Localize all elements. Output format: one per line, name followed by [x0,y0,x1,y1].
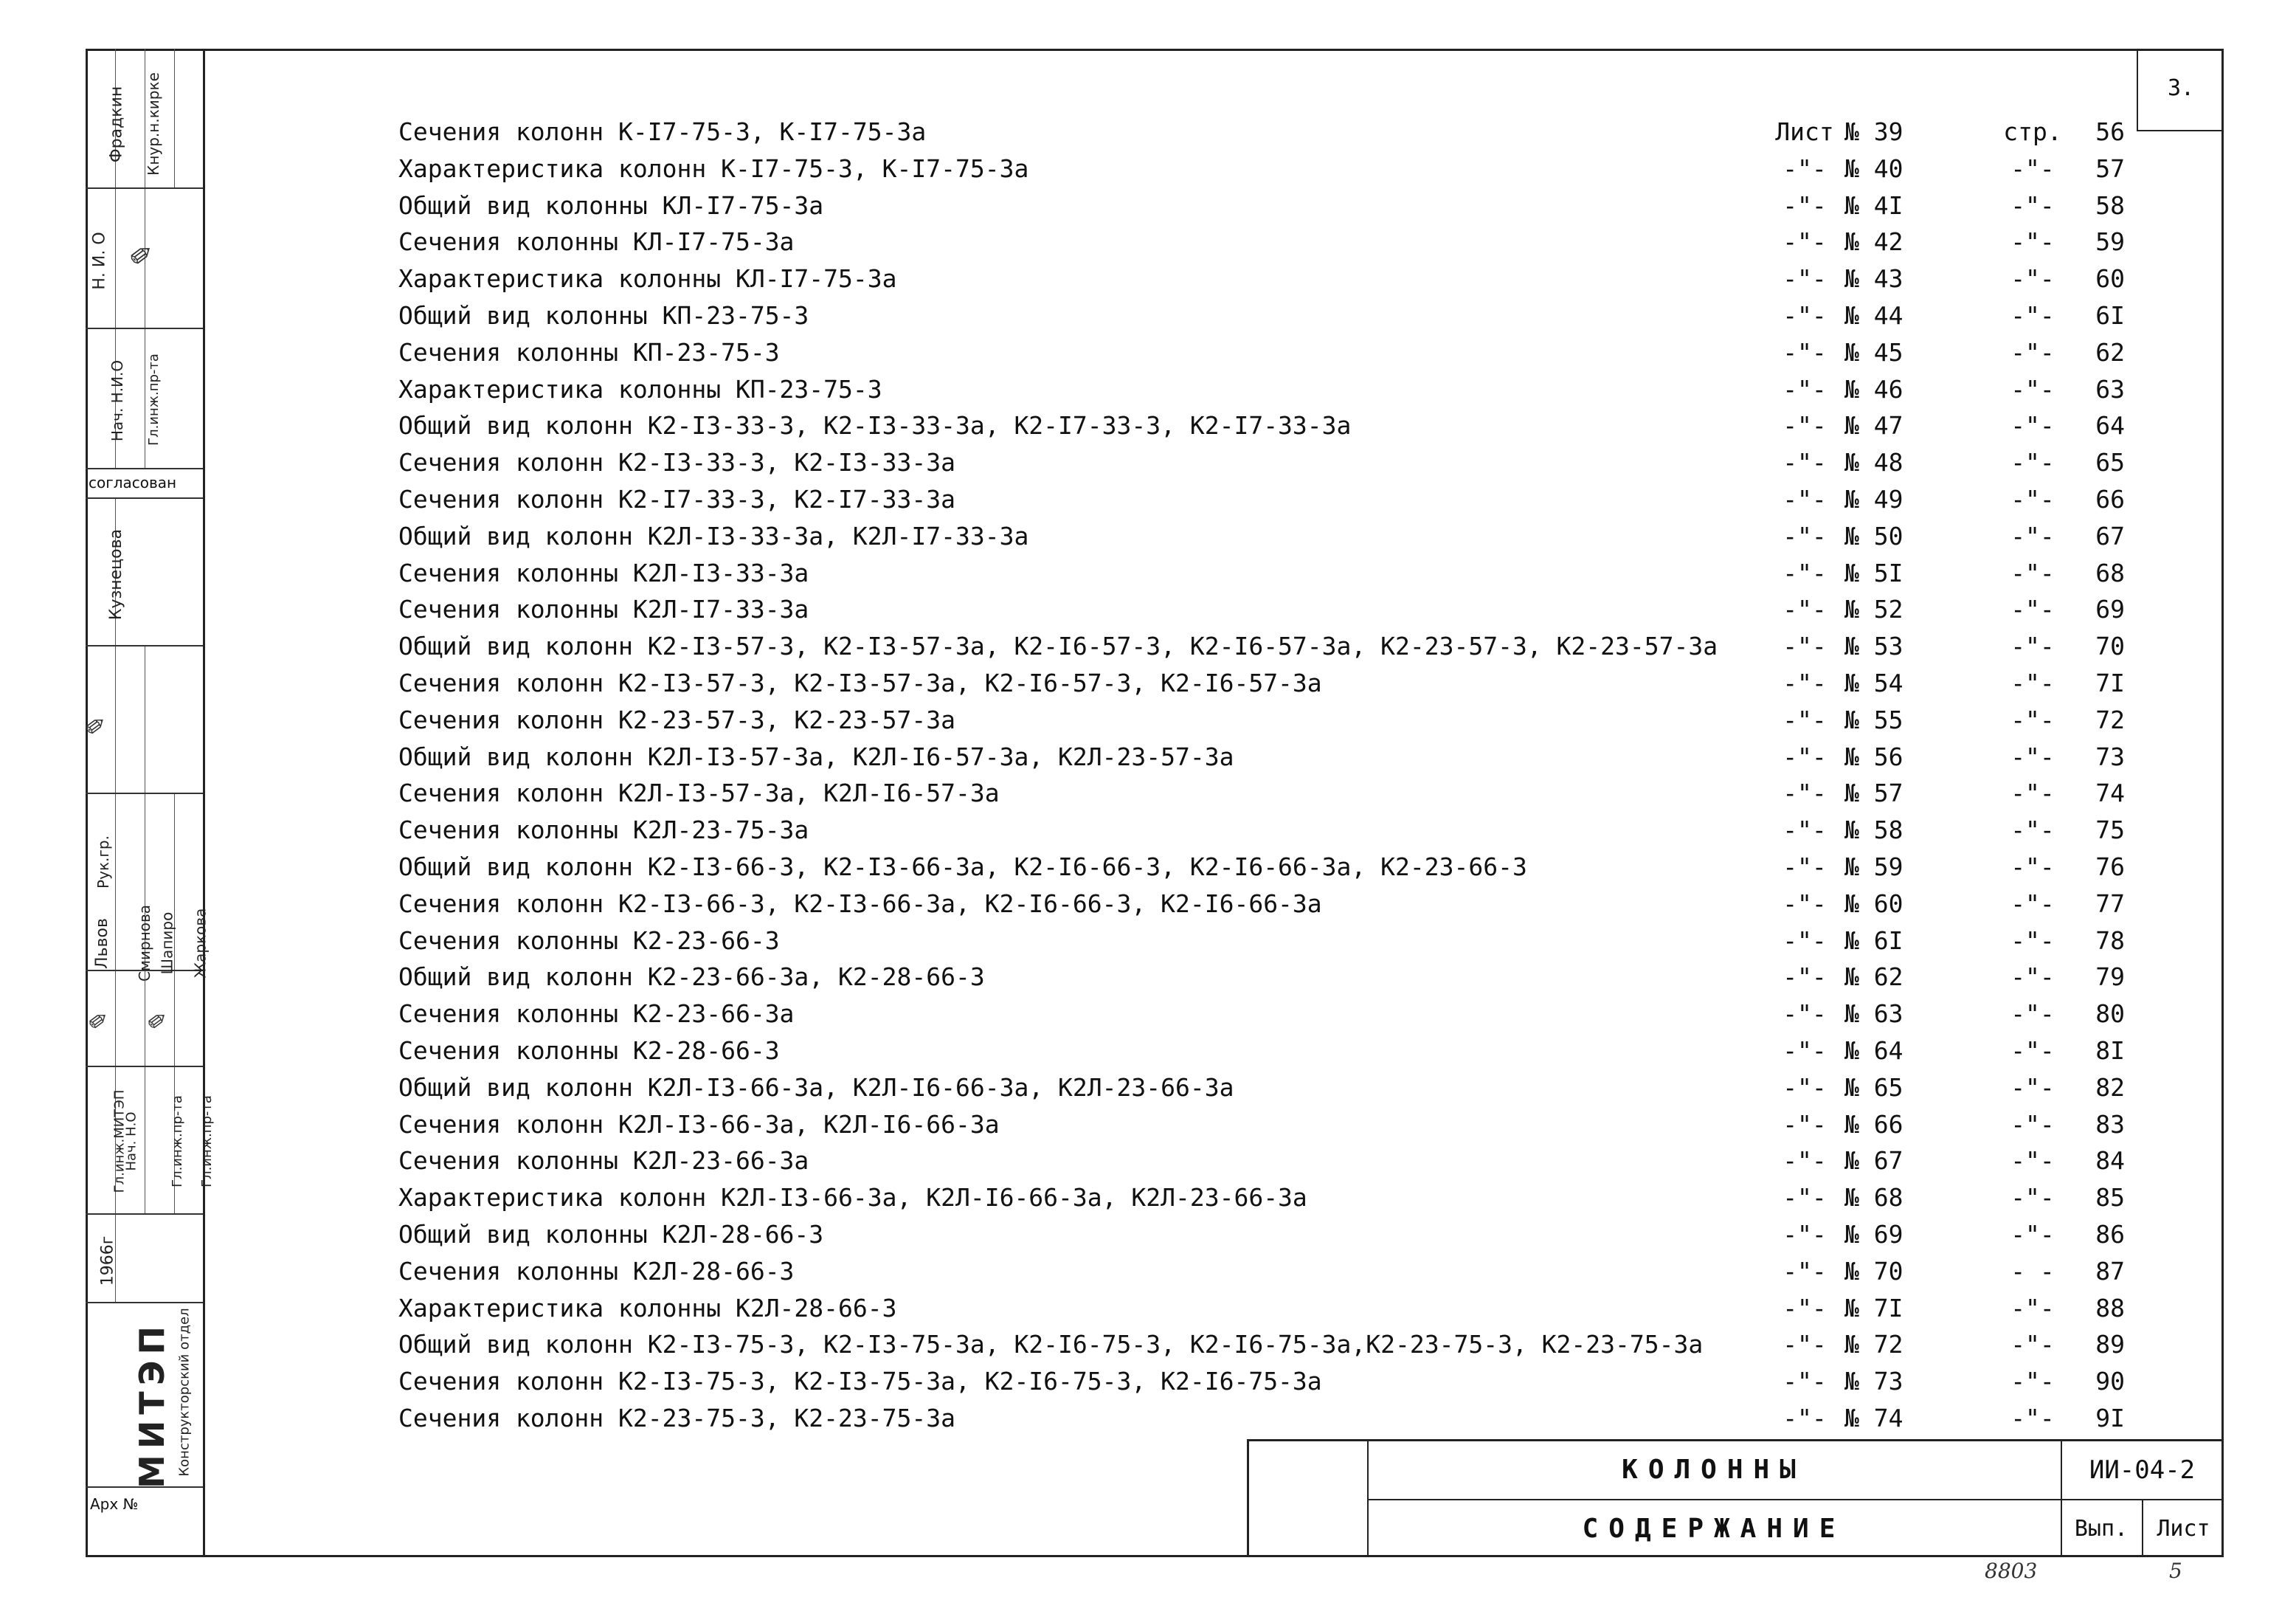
strip-name: Фрадкин [107,86,126,163]
row-page-number: 62 [2095,337,2125,367]
row-ditto-page: -"- [2010,705,2055,734]
row-ditto-page: -"- [2010,852,2055,881]
row-page-number: 8I [2095,1036,2125,1065]
row-page-number: 57 [2095,154,2125,183]
row-title: Общий вид колонны К2Л-28-66-3 [398,1220,824,1249]
row-ditto-sheet: -"- [1782,374,1827,404]
strip-name: Н. И. О [90,232,109,290]
row-ditto-sheet: -"- [1782,925,1827,955]
row-ditto-sheet: -"- [1782,632,1827,661]
row-ditto-page: -"- [2010,374,2055,404]
row-sheet-number: № 39 [1844,117,1903,146]
contents-row [0,1401,2296,1436]
row-title: Сечения колонны К2Л-I3-33-3а [398,558,809,587]
row-page-number: 59 [2095,227,2125,257]
row-title: Сечения колонн К2Л-I3-66-3а, К2Л-I6-66-3а [398,1109,1000,1139]
row-title: Сечения колонн К2-I3-75-3, К2-I3-75-3а, К2-I6-75-3, К2-I6-75-3а [398,1367,1322,1396]
contents-row [0,298,2296,334]
contents-row [0,1364,2296,1399]
row-sheet-number: № 49 [1844,485,1903,514]
row-ditto-page: -"- [2010,301,2055,330]
row-ditto-sheet: -"- [1782,595,1827,624]
row-sheet-number: № 48 [1844,448,1903,477]
row-page-number: 67 [2095,521,2125,551]
row-ditto-sheet: -"- [1782,521,1827,551]
row-ditto-sheet: -"- [1782,485,1827,514]
strip-date: 1966г [86,1215,203,1303]
row-ditto-page: -"- [2010,1404,2055,1432]
row-sheet-number: № 56 [1844,742,1903,771]
row-title: Сечения колонны К2Л-23-75-3а [398,815,809,845]
row-ditto-sheet: -"- [1782,1072,1827,1102]
row-title: Характеристика колонн К-I7-75-3, К-I7-75-3а [398,154,1029,183]
row-page-number: 79 [2095,962,2125,992]
row-ditto-sheet: -"- [1782,779,1827,808]
row-title: Сечения колонны К2Л-I7-33-3а [398,595,809,624]
row-sheet-number: № 43 [1844,264,1903,294]
row-sheet-number: № 70 [1844,1256,1903,1286]
row-ditto-page: -"- [2010,889,2055,918]
row-sheet-number: № 44 [1844,301,1903,330]
contents-row [0,335,2296,370]
row-title: Сечения колонн К2Л-I3-57-3а, К2Л-I6-57-3а [398,779,1000,808]
row-page-number: 68 [2095,558,2125,587]
row-ditto-sheet: -"- [1782,190,1827,220]
strip-name: Львов [92,918,111,969]
contents-row [0,556,2296,591]
row-page-number: 69 [2095,595,2125,624]
strip-archive: Арх № [90,1495,139,1513]
row-title: Характеристика колонны КЛ-I7-75-3а [398,264,897,294]
row-ditto-page: -"- [2010,1330,2055,1359]
row-page-number: 77 [2095,889,2125,918]
row-ditto-sheet: -"- [1782,1404,1827,1432]
row-ditto-sheet: -"- [1782,1256,1827,1286]
row-sheet-number: № 55 [1844,705,1903,734]
row-ditto-page: -"- [2010,669,2055,697]
contents-row [0,959,2296,995]
row-ditto-page: - - [2010,1256,2055,1286]
row-ditto-page: -"- [2010,1072,2055,1102]
row-ditto-sheet: Лист [1775,117,1834,146]
strip-role: Нач. Н.И.О [108,359,127,442]
row-sheet-number: № 59 [1844,852,1903,881]
row-ditto-page: -"- [2010,1146,2055,1176]
row-sheet-number: № 69 [1844,1220,1903,1249]
row-ditto-sheet: -"- [1782,301,1827,330]
row-page-number: 87 [2095,1256,2125,1286]
row-ditto-page: -"- [2010,1183,2055,1213]
row-sheet-number: № 52 [1844,595,1903,624]
org-name: МИТЭП [131,1320,172,1489]
strip-role: Рук.гр. [94,835,112,889]
row-ditto-sheet: -"- [1782,889,1827,918]
contents-row [0,1107,2296,1142]
row-ditto-page: -"- [2010,448,2055,477]
signature: ✎ [125,245,159,270]
contents-row [0,923,2296,959]
contents-row [0,188,2296,224]
contents-row [0,703,2296,738]
row-ditto-sheet: -"- [1782,1330,1827,1359]
row-ditto-sheet: -"- [1782,1036,1827,1065]
row-ditto-sheet: -"- [1782,742,1827,771]
row-title: Сечения колонн К-I7-75-3, К-I7-75-3а [398,117,927,146]
row-ditto-page: -"- [2010,485,2055,514]
contents-row [0,1180,2296,1215]
footer-number: 5 [2169,1559,2182,1583]
row-ditto-sheet: -"- [1782,264,1827,294]
contents-row [0,372,2296,407]
row-title: Характеристика колонн К2Л-I3-66-3а, К2Л-I6-66-3а, К2Л-23-66-3а [398,1183,1307,1213]
row-ditto-sheet: -"- [1782,558,1827,587]
strip-role: Гл.инж.МИТЭП [111,1089,128,1193]
row-title: Общий вид колонн К2-I3-66-3, К2-I3-66-3а, К2-I6-66-3, К2-I6-66-3а, К2-23-66-3 [398,852,1527,881]
row-ditto-page: -"- [2010,1109,2055,1139]
contents-row [0,1070,2296,1106]
row-sheet-number: № 47 [1844,411,1903,441]
row-title: Общий вид колонн К2Л-I3-57-3а, К2Л-I6-57-3а, К2Л-23-57-3а [398,742,1234,771]
row-sheet-number: № 58 [1844,815,1903,845]
contents-row [0,482,2296,517]
contents-row [0,408,2296,444]
row-ditto-sheet: -"- [1782,227,1827,257]
inventory-number: 8803 [1985,1559,2038,1583]
row-page-number: 6I [2095,301,2125,330]
row-page-number: 65 [2095,448,2125,477]
row-sheet-number: № 60 [1844,889,1903,918]
row-title: Сечения колонны К2Л-28-66-3 [398,1256,795,1286]
row-ditto-page: -"- [2010,264,2055,294]
row-page-number: 75 [2095,815,2125,845]
row-sheet-number: № 54 [1844,669,1903,697]
row-ditto-page: -"- [2010,925,2055,955]
row-sheet-number: № 68 [1844,1183,1903,1213]
contents-row [0,629,2296,664]
row-ditto-sheet: -"- [1782,669,1827,697]
title-block-title: КОЛОННЫ [1622,1455,1806,1485]
strip-role: Гл.инж.пр-та [145,354,162,446]
contents-row [0,849,2296,885]
row-ditto-sheet: -"- [1782,1183,1827,1213]
contents-row [0,739,2296,775]
title-block [1247,1439,2224,1557]
row-ditto-sheet: -"- [1782,1220,1827,1249]
row-ditto-page: -"- [2010,999,2055,1029]
contents-row [0,996,2296,1032]
row-ditto-sheet: -"- [1782,1293,1827,1323]
row-title: Сечения колонн К2-I3-57-3, К2-I3-57-3а, К2-I6-57-3, К2-I6-57-3а [398,669,1322,697]
strip-name: Шапиро [158,911,176,975]
row-page-number: 56 [2095,117,2125,146]
row-ditto-sheet: -"- [1782,1146,1827,1176]
row-title: Сечения колонны КП-23-75-3 [398,337,780,367]
row-ditto-page: -"- [2010,742,2055,771]
signature: ✎ [81,717,112,739]
row-ditto-page: -"- [2010,521,2055,551]
row-page-number: 63 [2095,374,2125,404]
row-page-number: 89 [2095,1330,2125,1359]
row-sheet-number: № 67 [1844,1146,1903,1176]
row-ditto-sheet: -"- [1782,411,1827,441]
row-title: Сечения колонны К2-23-66-3 [398,925,780,955]
row-page-number: 7I [2095,669,2125,697]
row-page-number: 86 [2095,1220,2125,1249]
row-ditto-sheet: -"- [1782,962,1827,992]
strip-agreed: согласован [86,469,203,499]
strip-role: Нач. Н.О [123,1111,139,1171]
contents-row [0,224,2296,260]
row-sheet-number: № 57 [1844,779,1903,808]
contents-row [0,886,2296,922]
contents-row [0,1217,2296,1252]
row-ditto-page: -"- [2010,337,2055,367]
vyp-label: Вып. [2074,1516,2129,1542]
row-title: Сечения колонн К2-I7-33-3, К2-I7-33-3а [398,485,955,514]
row-sheet-number: № 64 [1844,1036,1903,1065]
row-title: Общий вид колонны КП-23-75-3 [398,301,809,330]
strip-role: Кнур.н.кирке [144,72,162,176]
row-title: Общий вид колонн К2-I3-33-3, К2-I3-33-3а, К2-I7-33-3, К2-I7-33-3а [398,411,1352,441]
row-sheet-number: № 50 [1844,521,1903,551]
row-sheet-number: № 4I [1844,190,1903,220]
strip-role: Гл.инж.пр-та [169,1095,185,1187]
row-title: Сечения колонны К2-28-66-3 [398,1036,780,1065]
row-ditto-sheet: -"- [1782,705,1827,734]
row-title: Общий вид колонн К2-I3-75-3, К2-I3-75-3а, К2-I6-75-3, К2-I6-75-3а,К2-23-75-3, К2-23-75-3а [398,1330,1704,1359]
row-title: Сечения колонны К2Л-23-66-3а [398,1146,809,1176]
row-title: Характеристика колонны К2Л-28-66-3 [398,1293,897,1323]
row-ditto-page: -"- [2010,227,2055,257]
row-ditto-page: -"- [2010,190,2055,220]
contents-row [0,813,2296,848]
row-title: Сечения колонн К2-I3-33-3, К2-I3-33-3а [398,448,955,477]
row-sheet-number: № 73 [1844,1367,1903,1396]
row-page-number: 78 [2095,925,2125,955]
contents-row [0,261,2296,297]
row-page-number: 73 [2095,742,2125,771]
row-page-number: 60 [2095,264,2125,294]
contents-row [0,592,2296,627]
row-title: Характеристика колонны КП-23-75-3 [398,374,882,404]
row-sheet-number: № 66 [1844,1109,1903,1139]
row-ditto-page: -"- [2010,411,2055,441]
row-title: Сечения колонн К2-23-57-3, К2-23-57-3а [398,705,955,734]
row-page-number: 72 [2095,705,2125,734]
row-page-number: 83 [2095,1109,2125,1139]
strip-name: Смирнова [136,904,154,982]
row-ditto-sheet: -"- [1782,1109,1827,1139]
row-page-number: 64 [2095,411,2125,441]
row-ditto-page: -"- [2010,154,2055,183]
document-code: ИИ-04-2 [2089,1455,2196,1485]
row-page-number: 82 [2095,1072,2125,1102]
row-page-number: 88 [2095,1293,2125,1323]
row-title: Сечения колонн К2-23-75-3, К2-23-75-3а [398,1404,955,1432]
row-sheet-number: № 7I [1844,1293,1903,1323]
contents-row [0,776,2296,811]
row-ditto-page: -"- [2010,1220,2055,1249]
row-sheet-number: № 72 [1844,1330,1903,1359]
row-title: Общий вид колонн К2Л-I3-66-3а, К2Л-I6-66-3а, К2Л-23-66-3а [398,1072,1234,1102]
row-ditto-sheet: -"- [1782,448,1827,477]
title-block-subtitle: СОДЕРЖАНИЕ [1582,1514,1846,1544]
row-page-number: 76 [2095,852,2125,881]
contents-row [0,151,2296,187]
row-title: Общий вид колонн К2-23-66-3а, К2-28-66-3 [398,962,985,992]
row-page-number: 66 [2095,485,2125,514]
strip-name: Кузнецова [107,528,126,621]
row-title: Сечения колонны К2-23-66-3а [398,999,795,1029]
row-sheet-number: № 40 [1844,154,1903,183]
contents-row [0,1254,2296,1289]
contents-row [0,114,2296,150]
row-ditto-sheet: -"- [1782,337,1827,367]
row-page-number: 74 [2095,779,2125,808]
list-label: Лист [2157,1516,2210,1542]
contents-row [0,666,2296,701]
row-ditto-page: стр. [2003,117,2062,146]
row-ditto-page: -"- [2010,815,2055,845]
row-sheet-number: № 46 [1844,374,1903,404]
strip-name: Жаркова [191,908,210,979]
row-ditto-sheet: -"- [1782,154,1827,183]
contents-row [0,1033,2296,1069]
contents-row [0,519,2296,554]
row-ditto-page: -"- [2010,962,2055,992]
org-sub: Конструкторский отдел [176,1308,193,1477]
row-sheet-number: № 6I [1844,925,1903,955]
row-page-number: 58 [2095,190,2125,220]
contents-row [0,1291,2296,1326]
row-ditto-sheet: -"- [1782,999,1827,1029]
strip-role: Гл.инж.пр-та [198,1095,215,1187]
row-page-number: 85 [2095,1183,2125,1213]
row-ditto-sheet: -"- [1782,852,1827,881]
row-title: Общий вид колонн К2-I3-57-3, К2-I3-57-3а, К2-I6-57-3, К2-I6-57-3а, К2-23-57-3, К2-23-57-3а [398,632,1718,661]
row-sheet-number: № 62 [1844,962,1903,992]
row-ditto-page: -"- [2010,595,2055,624]
row-sheet-number: № 65 [1844,1072,1903,1102]
row-page-number: 70 [2095,632,2125,661]
row-title: Сечения колонны КЛ-I7-75-3а [398,227,795,257]
signature: ✎ [143,1012,173,1034]
sheet-number: 3. [2137,49,2224,131]
contents-row [0,445,2296,480]
row-title: Общий вид колонны КЛ-I7-75-3а [398,190,824,220]
row-sheet-number: № 74 [1844,1404,1903,1432]
row-ditto-page: -"- [2010,1293,2055,1323]
row-ditto-page: -"- [2010,779,2055,808]
row-ditto-page: -"- [2010,558,2055,587]
row-ditto-page: -"- [2010,632,2055,661]
row-page-number: 80 [2095,999,2125,1029]
row-title: Сечения колонн К2-I3-66-3, К2-I3-66-3а, К2-I6-66-3, К2-I6-66-3а [398,889,1322,918]
row-page-number: 84 [2095,1146,2125,1176]
row-ditto-page: -"- [2010,1036,2055,1065]
row-ditto-sheet: -"- [1782,815,1827,845]
row-ditto-page: -"- [2010,1367,2055,1396]
row-sheet-number: № 42 [1844,227,1903,257]
row-sheet-number: № 5I [1844,558,1903,587]
contents-row [0,1327,2296,1362]
row-ditto-sheet: -"- [1782,1367,1827,1396]
contents-row [0,1143,2296,1179]
signature: ✎ [84,1012,114,1034]
row-sheet-number: № 53 [1844,632,1903,661]
row-sheet-number: № 45 [1844,337,1903,367]
row-sheet-number: № 63 [1844,999,1903,1029]
row-title: Общий вид колонн К2Л-I3-33-3а, К2Л-I7-33-3а [398,521,1029,551]
row-page-number: 90 [2095,1367,2125,1396]
row-page-number: 9I [2095,1404,2125,1432]
